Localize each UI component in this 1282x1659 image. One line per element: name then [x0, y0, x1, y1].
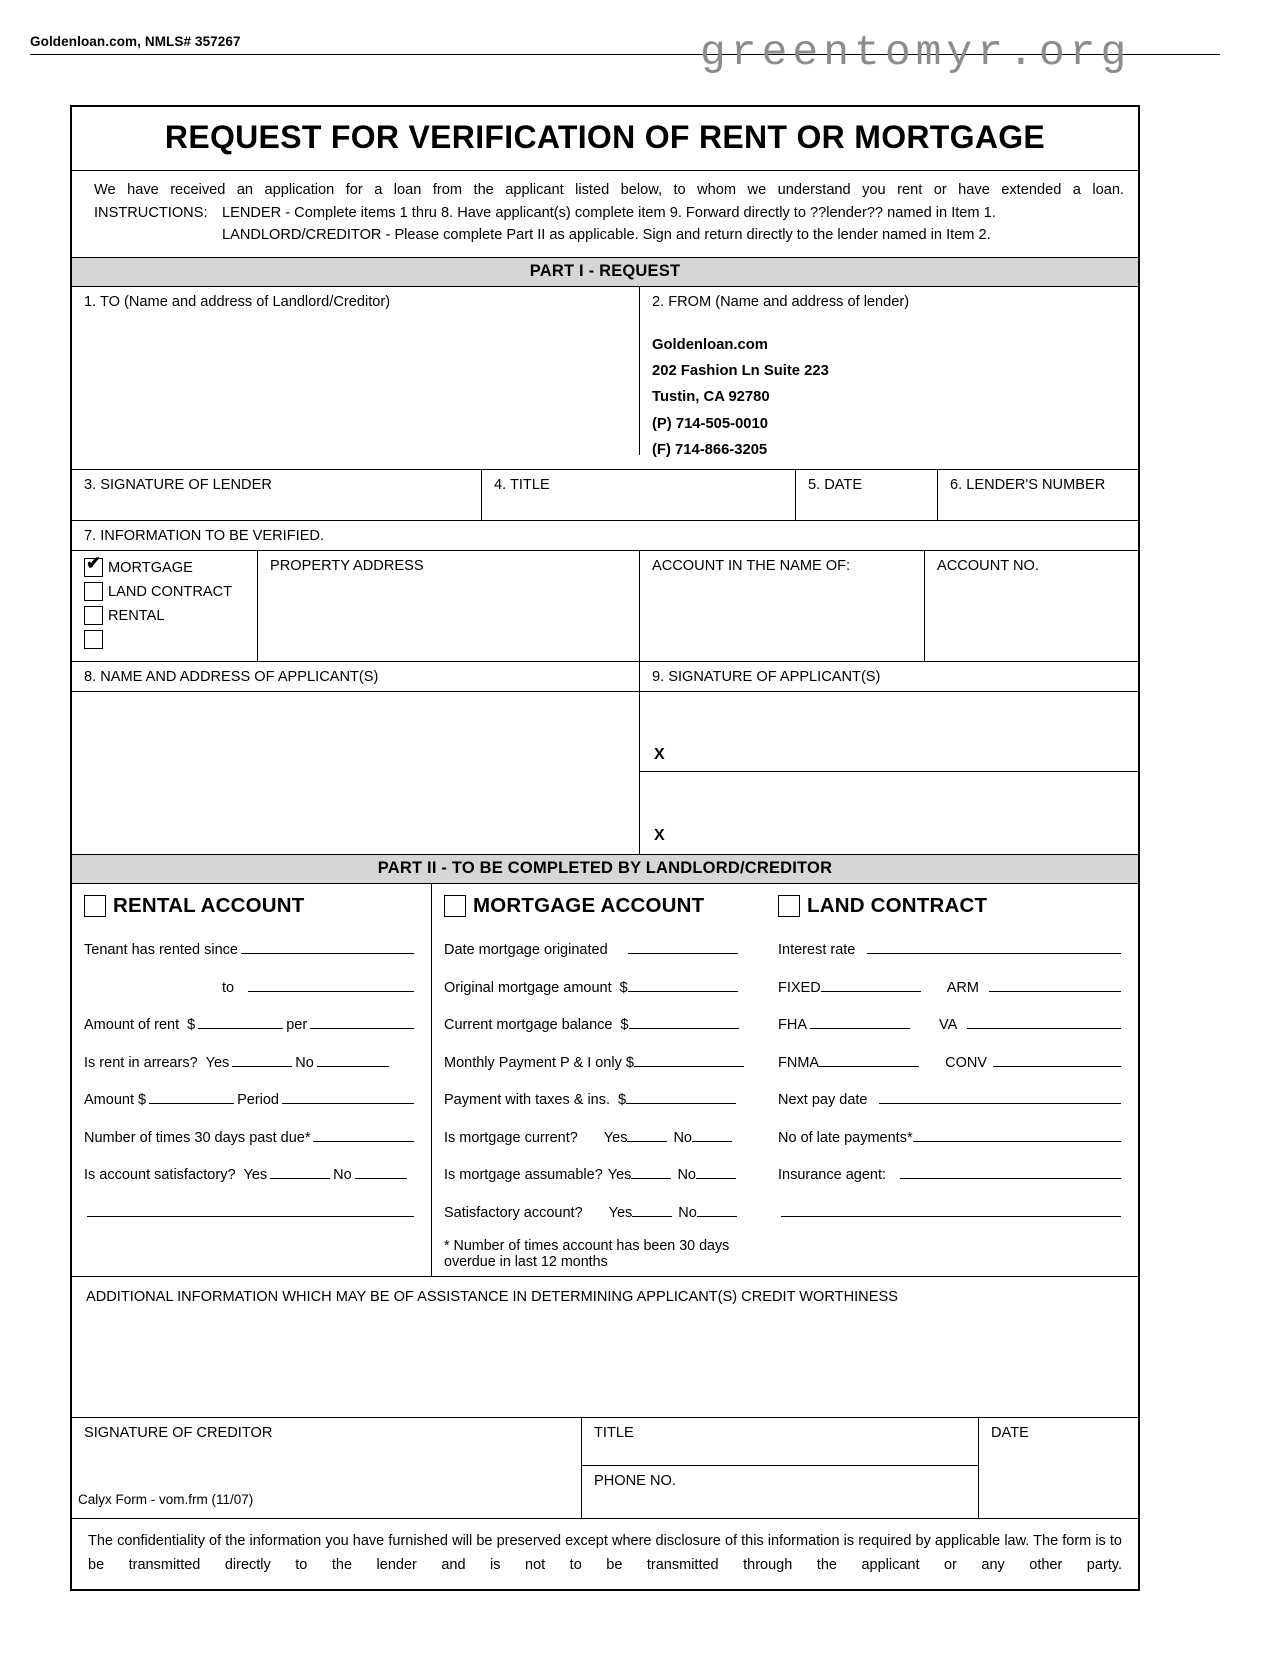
- arrears-period-label: Period: [237, 1092, 279, 1109]
- monthly-pi-dollar: $: [625, 1054, 634, 1071]
- site-watermark: greentomyr.org: [700, 28, 1132, 77]
- creditor-date-label: DATE: [991, 1425, 1029, 1442]
- satisfactory-account-no-input[interactable]: [697, 1201, 737, 1217]
- arrears-amount-label: Amount $: [84, 1092, 147, 1109]
- checkbox-rental-label: RENTAL: [108, 607, 165, 624]
- checkbox-mortgage-label: MORTGAGE: [108, 559, 193, 576]
- field-current-balance[interactable]: [444, 1013, 766, 1033]
- checkbox-row-land-contract[interactable]: [84, 582, 247, 601]
- account-satisfactory-label: Is account satisfactory?: [84, 1167, 236, 1184]
- field-creditor-phone[interactable]: [582, 1466, 978, 1516]
- rent-dollar-sign: $: [187, 1017, 196, 1034]
- land-contract-heading-row[interactable]: [778, 894, 1124, 918]
- field-from-lender[interactable]: [640, 287, 1138, 470]
- date-originated-label: Date mortgage originated: [444, 942, 608, 959]
- satisfactory-account-label: Satisfactory account?: [444, 1204, 583, 1221]
- is-current-no-input[interactable]: [692, 1126, 732, 1142]
- rented-to-label: to: [222, 979, 235, 996]
- field-creditor-title[interactable]: [582, 1418, 978, 1466]
- checkbox-rental-icon[interactable]: [84, 606, 103, 625]
- signature-x-mark-1: X: [654, 746, 665, 764]
- field-fixed-arm[interactable]: [778, 976, 1124, 996]
- rent-arrears-no-label: No: [295, 1054, 314, 1071]
- account-satisfactory-no-label: No: [333, 1167, 352, 1184]
- original-amount-input[interactable]: [628, 976, 738, 992]
- is-mortgage-current-label: Is mortgage current?: [444, 1129, 578, 1146]
- field-fha-va[interactable]: [778, 1013, 1124, 1033]
- insurance-agent-label: Insurance agent:: [778, 1167, 887, 1184]
- land-contract-heading: LAND CONTRACT: [807, 894, 988, 918]
- interest-rate-input[interactable]: [867, 938, 1121, 954]
- is-assumable-yes-label: Yes: [607, 1167, 632, 1184]
- current-balance-dollar: $: [620, 1017, 629, 1034]
- field-account-no[interactable]: [925, 551, 1138, 661]
- checkbox-row-rental[interactable]: [84, 606, 247, 625]
- monthly-pi-input[interactable]: [634, 1051, 744, 1067]
- field-is-mortgage-current[interactable]: [444, 1126, 766, 1146]
- rent-arrears-yes-input[interactable]: [232, 1051, 292, 1067]
- mortgage-account-column: [432, 884, 772, 1276]
- field-amount-of-rent[interactable]: [84, 1013, 417, 1033]
- mortgage-account-heading: MORTGAGE ACCOUNT: [473, 894, 705, 918]
- overdue-footnote: * Number of times account has been 30 days overdue in last 12 months: [444, 1238, 730, 1271]
- lender-address-line: Goldenloan.com: [652, 336, 768, 353]
- field-arrears-amount[interactable]: [84, 1088, 417, 1108]
- lender-address-line: (F) 714-866-3205: [652, 442, 768, 459]
- field-rented-to[interactable]: [84, 976, 417, 996]
- item-6-label: 6. LENDER'S NUMBER: [950, 477, 1106, 494]
- item-5-label: 5. DATE: [808, 477, 863, 494]
- amount-of-rent-label: Amount of rent: [84, 1017, 180, 1034]
- next-pay-date-input[interactable]: [879, 1088, 1121, 1104]
- conv-input[interactable]: [993, 1051, 1121, 1067]
- field-past-due-count[interactable]: [84, 1126, 417, 1146]
- insurance-agent-input[interactable]: [900, 1163, 1121, 1179]
- satisfactory-account-no-label: No: [678, 1204, 697, 1221]
- account-satisfactory-no-input[interactable]: [355, 1163, 407, 1179]
- right-notes-input[interactable]: [781, 1201, 1121, 1217]
- mortgage-account-heading-row[interactable]: [444, 894, 766, 918]
- item-8-label: 8. NAME AND ADDRESS OF APPLICANT(S): [84, 669, 379, 686]
- field-satisfactory-account[interactable]: [444, 1201, 766, 1221]
- property-address-label: PROPERTY ADDRESS: [270, 558, 424, 575]
- item-8-label-cell: [72, 662, 640, 691]
- rental-account-section: [72, 884, 432, 1276]
- original-amount-dollar: $: [619, 979, 628, 996]
- part-2-band: PART II - TO BE COMPLETED BY LANDLORD/CREDITOR: [72, 855, 1138, 884]
- field-applicant-signature-2[interactable]: [640, 772, 1138, 852]
- account-no-label: ACCOUNT NO.: [937, 558, 1039, 575]
- va-input[interactable]: [967, 1013, 1121, 1029]
- is-assumable-no-label: No: [677, 1167, 696, 1184]
- satisfactory-account-yes-label: Yes: [608, 1204, 633, 1221]
- account-satisfactory-yes-label: Yes: [243, 1167, 268, 1184]
- field-rented-since[interactable]: [84, 938, 417, 958]
- is-current-yes-input[interactable]: [627, 1126, 667, 1142]
- past-due-label: Number of times 30 days past due*: [84, 1129, 311, 1146]
- field-insurance-agent[interactable]: [778, 1163, 1124, 1183]
- item-7-label: 7. INFORMATION TO BE VERIFIED.: [72, 521, 1138, 551]
- checkbox-rental-account-icon[interactable]: [84, 895, 106, 917]
- item-9-label-cell: [640, 662, 1138, 691]
- creditor-phone-label: PHONE NO.: [594, 1473, 676, 1490]
- field-lender-title[interactable]: [482, 470, 796, 520]
- late-payments-label: No of late payments*: [778, 1129, 913, 1146]
- signature-creditor-label: SIGNATURE OF CREDITOR: [84, 1425, 273, 1442]
- lender-address-line: Tustin, CA 92780: [652, 389, 770, 406]
- payment-taxes-label: Payment with taxes & ins.: [444, 1092, 611, 1109]
- instructions-line-2: LANDLORD/CREDITOR - Please complete Part II as applicable. Sign and return directly to the lender named in Item 2.: [222, 227, 991, 244]
- creditor-title-phone-stack: [582, 1418, 979, 1518]
- form-title: REQUEST FOR VERIFICATION OF RENT OR MORTGAGE: [72, 107, 1138, 171]
- field-applicant-signature-1[interactable]: [640, 692, 1138, 772]
- field-fnma-conv[interactable]: [778, 1051, 1124, 1071]
- next-pay-date-label: Next pay date: [778, 1092, 868, 1109]
- date-originated-input[interactable]: [628, 938, 738, 954]
- conv-label: CONV: [945, 1054, 987, 1071]
- field-payment-taxes[interactable]: [444, 1088, 766, 1108]
- rent-per-label: per: [286, 1017, 308, 1034]
- original-amount-label: Original mortgage amount: [444, 979, 612, 996]
- instructions-block: [72, 171, 1138, 258]
- is-assumable-label: Is mortgage assumable?: [444, 1167, 603, 1184]
- is-assumable-yes-input[interactable]: [631, 1163, 671, 1179]
- field-late-payments[interactable]: [778, 1126, 1124, 1146]
- rent-arrears-label: Is rent in arrears?: [84, 1054, 198, 1071]
- account-satisfactory-yes-input[interactable]: [270, 1163, 330, 1179]
- verify-options-group[interactable]: [72, 551, 258, 661]
- item-4-label: 4. TITLE: [494, 477, 550, 494]
- fnma-input[interactable]: [819, 1051, 919, 1067]
- confidentiality-notice: The confidentiality of the information you have furnished will be preserved except where disclosure of this information is required by applicable law. The form is to be transmitted directly to the lender and is not to be transmitted through the applicant or any other party.: [88, 1533, 1122, 1573]
- field-next-pay-date[interactable]: [778, 1088, 1124, 1108]
- item-3-label: 3. SIGNATURE OF LENDER: [84, 477, 272, 494]
- checkbox-mortgage-account-icon[interactable]: [444, 895, 466, 917]
- instructions-label: INSTRUCTIONS:: [94, 204, 208, 221]
- satisfactory-account-yes-input[interactable]: [632, 1201, 672, 1217]
- additional-info-label: ADDITIONAL INFORMATION WHICH MAY BE OF ASSISTANCE IN DETERMINING APPLICANT(S) CREDIT WORTHINESS: [86, 1289, 898, 1306]
- instructions-line-1: LENDER - Complete items 1 thru 8. Have applicant(s) complete item 9. Forward directly to ??lender?? named in Item 1.: [222, 204, 996, 221]
- field-rent-arrears[interactable]: [84, 1051, 417, 1071]
- fha-label: FHA: [778, 1017, 807, 1034]
- rented-since-label: Tenant has rented since: [84, 942, 238, 959]
- mortgage-land-contract-section: [432, 884, 1138, 1276]
- is-current-no-label: No: [673, 1129, 692, 1146]
- checkbox-land-contract-icon[interactable]: [84, 582, 103, 601]
- field-lenders-number[interactable]: [938, 470, 1138, 520]
- signature-x-mark-2: X: [654, 827, 665, 845]
- form-footer: Calyx Form - vom.frm (11/07): [78, 1492, 254, 1507]
- field-right-notes[interactable]: [778, 1201, 1124, 1217]
- fixed-input[interactable]: [821, 976, 921, 992]
- fnma-label: FNMA: [778, 1054, 820, 1071]
- field-applicant-name-address[interactable]: [72, 692, 640, 854]
- checkbox-other-icon[interactable]: [84, 630, 103, 649]
- applicant-signature-stack: [640, 692, 1138, 854]
- checkbox-land-contract-label: LAND CONTRACT: [108, 583, 233, 600]
- verification-form: [70, 105, 1140, 1591]
- rent-per-input[interactable]: [310, 1013, 414, 1029]
- is-current-yes-label: Yes: [603, 1129, 628, 1146]
- checkbox-land-contract-account-icon[interactable]: [778, 895, 800, 917]
- field-account-satisfactory[interactable]: [84, 1163, 417, 1183]
- rental-account-heading: RENTAL ACCOUNT: [113, 894, 305, 918]
- item-2-label: 2. FROM (Name and address of lender): [652, 293, 910, 310]
- field-additional-information[interactable]: [72, 1277, 1138, 1418]
- field-signature-of-lender[interactable]: [72, 470, 482, 520]
- current-balance-input[interactable]: [629, 1013, 739, 1029]
- field-date-originated[interactable]: [444, 938, 766, 958]
- rental-account-heading-row[interactable]: [84, 894, 417, 918]
- checkbox-row-mortgage[interactable]: [84, 558, 247, 577]
- rented-to-input[interactable]: [248, 976, 414, 992]
- late-payments-input[interactable]: [913, 1126, 1121, 1142]
- rent-arrears-yes-label: Yes: [205, 1054, 230, 1071]
- field-date[interactable]: [796, 470, 938, 520]
- past-due-input[interactable]: [313, 1126, 414, 1142]
- lender-address-line: 202 Fashion Ln Suite 223: [652, 363, 829, 380]
- rent-arrears-no-input[interactable]: [317, 1051, 389, 1067]
- item-1-label: 1. TO (Name and address of Landlord/Creditor): [84, 293, 391, 310]
- checkbox-row-other[interactable]: [84, 630, 247, 649]
- field-account-in-name-of[interactable]: [640, 551, 925, 661]
- fha-input[interactable]: [810, 1013, 910, 1029]
- arrears-amount-input[interactable]: [149, 1088, 234, 1104]
- payment-taxes-dollar: $: [618, 1092, 627, 1109]
- is-assumable-no-input[interactable]: [696, 1163, 736, 1179]
- field-property-address[interactable]: [258, 551, 640, 661]
- fixed-label: FIXED: [778, 979, 821, 996]
- company-name: Goldenloan.com, NMLS# 357267: [30, 34, 241, 49]
- arm-label: ARM: [946, 979, 979, 996]
- rented-since-input[interactable]: [241, 938, 414, 954]
- arrears-period-input[interactable]: [282, 1088, 414, 1104]
- field-interest-rate[interactable]: [778, 938, 1124, 958]
- va-label: VA: [939, 1017, 958, 1034]
- part-1-band: PART I - REQUEST: [72, 258, 1138, 287]
- field-is-mortgage-assumable[interactable]: [444, 1163, 766, 1183]
- item-9-label: 9. SIGNATURE OF APPLICANT(S): [652, 669, 881, 686]
- checkbox-mortgage-icon[interactable]: [84, 558, 103, 577]
- current-balance-label: Current mortgage balance: [444, 1017, 613, 1034]
- arm-input[interactable]: [989, 976, 1121, 992]
- amount-of-rent-input[interactable]: [198, 1013, 283, 1029]
- monthly-pi-label: Monthly Payment P & I only: [444, 1054, 622, 1071]
- field-monthly-pi[interactable]: [444, 1051, 766, 1071]
- payment-taxes-input[interactable]: [626, 1088, 736, 1104]
- lender-address: [652, 332, 1128, 464]
- field-rental-notes[interactable]: [84, 1201, 417, 1217]
- account-name-label: ACCOUNT IN THE NAME OF:: [652, 558, 851, 575]
- rental-notes-input[interactable]: [87, 1201, 414, 1217]
- field-creditor-date[interactable]: [979, 1418, 1138, 1518]
- field-to-landlord[interactable]: [72, 287, 640, 455]
- land-contract-column: [772, 884, 1138, 1276]
- field-original-amount[interactable]: [444, 976, 766, 996]
- intro-text: We have received an application for a loan from the applicant listed below, to whom we understand you rent or have extended a loan.: [94, 182, 1124, 198]
- lender-address-line: (P) 714-505-0010: [652, 415, 768, 432]
- creditor-title-label: TITLE: [594, 1425, 634, 1442]
- interest-rate-label: Interest rate: [778, 942, 856, 959]
